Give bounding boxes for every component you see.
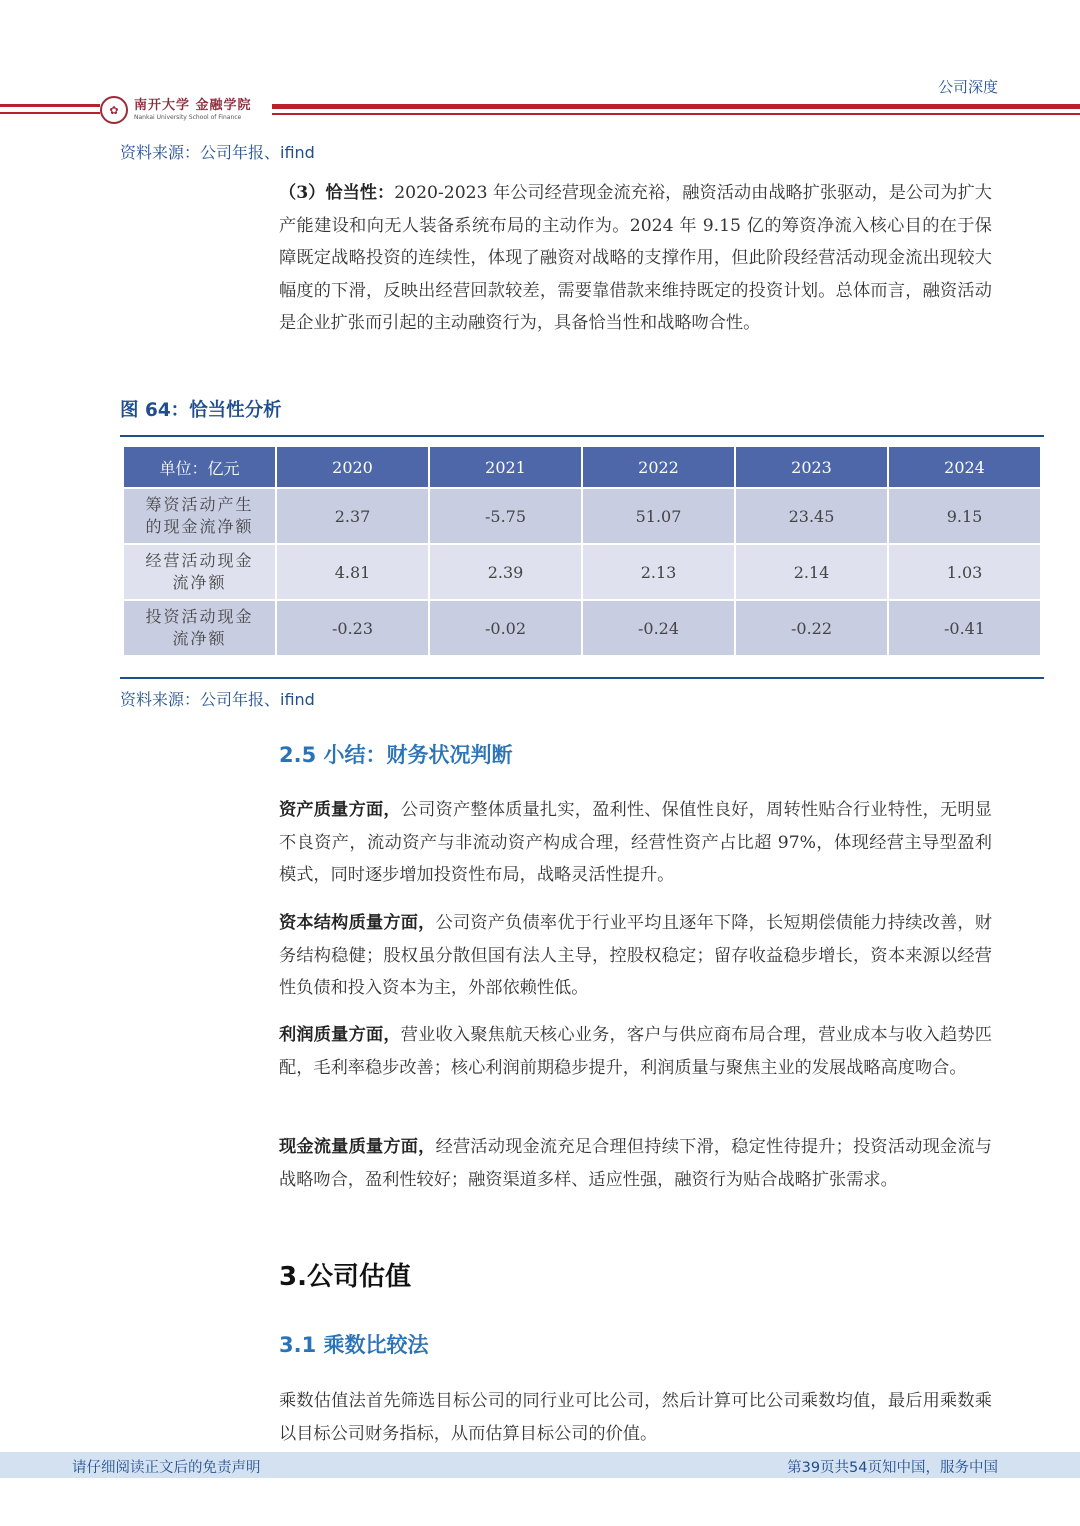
summary-item-text: 营业收入聚焦航天核心业务，客户与供应商布局合理，营业成本与收入趋势匹配，毛利率稳步改善；核心利润前期稳步提升，利润质量与聚焦主业的发展战略高度吻合。: [279, 1025, 992, 1078]
header-red-line-right-thin: [272, 113, 1080, 115]
table-cell: 2.14: [736, 545, 887, 599]
table-cell: 51.07: [583, 489, 734, 543]
table-cell: -0.41: [889, 601, 1040, 655]
footer-disclaimer: 请仔细阅读正文后的免责声明: [72, 1460, 261, 1476]
summary-item-label: 利润质量方面，: [279, 1025, 401, 1045]
figure-source-note: 资料来源：公司年报、ifind: [120, 690, 315, 709]
table-row: [124, 601, 1040, 655]
figure-title: 图 64：恰当性分析: [120, 400, 282, 421]
table-cell: 2.39: [430, 545, 581, 599]
logo-chinese-name: 南开大学 金融学院: [134, 98, 252, 113]
summary-item-text: 公司资产整体质量扎实，盈利性、保值性良好，周转性贴合行业特性，无明显不良资产，流动资产与非流动资产构成合理，经营性资产占比超 97%，体现经营主导型盈利模式，同时逐步增加投资性布局，战略灵活性提升。: [279, 800, 992, 885]
summary-heading: 2.5 小结：财务状况判断: [279, 743, 513, 767]
figure-top-rule: [120, 435, 1044, 437]
table-cell: -0.22: [736, 601, 887, 655]
table-cell: -0.23: [277, 601, 428, 655]
logo-english-name: Nankai University School of Finance: [134, 114, 242, 121]
footer-page-info: 第39页共54页知中国，服务中国: [787, 1460, 998, 1476]
table-header-year: 2021: [430, 447, 581, 487]
summary-asset-quality: [279, 794, 992, 892]
header-red-line-right: [272, 104, 1080, 109]
table-cell: 2.13: [583, 545, 734, 599]
summary-capital-structure: [279, 907, 992, 1005]
table-header-year: 2023: [736, 447, 887, 487]
summary-cashflow-quality: [279, 1131, 992, 1196]
paragraph-text: 2020-2023 年公司经营现金流充裕，融资活动由战略扩张驱动，是公司为扩大产能建设和向无人装备系统布局的主动作为。2024 年 9.15 亿的筹资净流入核心目的在于保障既定战略投资的连续性，体现了融资对战略的支撑作用，但此阶段经营活动现金流出现较大幅度的下滑，反映出经营回款较差，需要靠借款来维持既定的投资计划。总体而言，融资活动是企业扩张而引起的主动融资行为，具备恰当性和战略吻合性。: [279, 183, 992, 333]
table-row: [124, 545, 1040, 599]
row-label-line1: 筹资活动产生: [145, 495, 254, 514]
header-red-line-left: [0, 104, 100, 107]
header-red-line-left-thin: [0, 112, 100, 114]
valuation-heading: 3.公司估值: [279, 1262, 411, 1292]
row-label-line1: 投资活动现金: [145, 607, 254, 626]
university-seal-icon: ✿: [100, 96, 128, 124]
table-header-year: 2022: [583, 447, 734, 487]
summary-item-text: 公司资产负债率优于行业平均且逐年下降，长短期偿债能力持续改善，财务结构稳健；股权虽分散但国有法人主导，控股权稳定；留存收益稳步增长，资本来源以经营性负债和投入资本为主，外部依赖性低。: [279, 913, 992, 998]
summary-item-label: 资本结构质量方面，: [279, 913, 436, 933]
table-header-year: 2020: [277, 447, 428, 487]
header-section-label: 公司深度: [937, 78, 998, 96]
table-cell: 4.81: [277, 545, 428, 599]
table-header-year: 2024: [889, 447, 1040, 487]
valuation-subheading: 3.1 乘数比较法: [279, 1333, 429, 1357]
table-row: [124, 489, 1040, 543]
summary-item-label: 现金流量质量方面，: [279, 1137, 436, 1157]
row-label-line2: 的现金流净额: [145, 517, 254, 536]
table-cell: -5.75: [430, 489, 581, 543]
source-note-top: 资料来源：公司年报、ifind: [120, 143, 315, 162]
row-label-line1: 经营活动现金: [145, 551, 254, 570]
paragraph-label: （3）恰当性：: [279, 183, 395, 203]
summary-item-text: 经营活动现金流充足合理但持续下滑，稳定性待提升；投资活动现金流与战略吻合，盈利性较好；融资渠道多样、适应性强，融资行为贴合战略扩张需求。: [279, 1137, 992, 1190]
valuation-paragraph: 乘数估值法首先筛选目标公司的同行业可比公司，然后计算可比公司乘数均值，最后用乘数乘以目标公司财务指标，从而估算目标公司的价值。: [279, 1391, 992, 1444]
row-label: [124, 489, 275, 543]
table-cell: -0.24: [583, 601, 734, 655]
row-label: [124, 601, 275, 655]
figure-bottom-rule: [120, 677, 1044, 679]
summary-profit-quality: [279, 1019, 992, 1084]
university-logo: [100, 92, 272, 128]
row-label: [124, 545, 275, 599]
row-label-line2: 流净额: [172, 573, 227, 592]
table-cell: 1.03: [889, 545, 1040, 599]
paragraph-appropriateness: [279, 177, 992, 340]
table-cell: 2.37: [277, 489, 428, 543]
table-cell: 9.15: [889, 489, 1040, 543]
table-cell: 23.45: [736, 489, 887, 543]
table-header-row: [124, 447, 1040, 487]
appropriateness-table: [122, 445, 1042, 657]
row-label-line2: 流净额: [172, 629, 227, 648]
summary-item-label: 资产质量方面，: [279, 800, 401, 820]
table-cell: -0.02: [430, 601, 581, 655]
table-header-unit: 单位：亿元: [124, 447, 275, 487]
